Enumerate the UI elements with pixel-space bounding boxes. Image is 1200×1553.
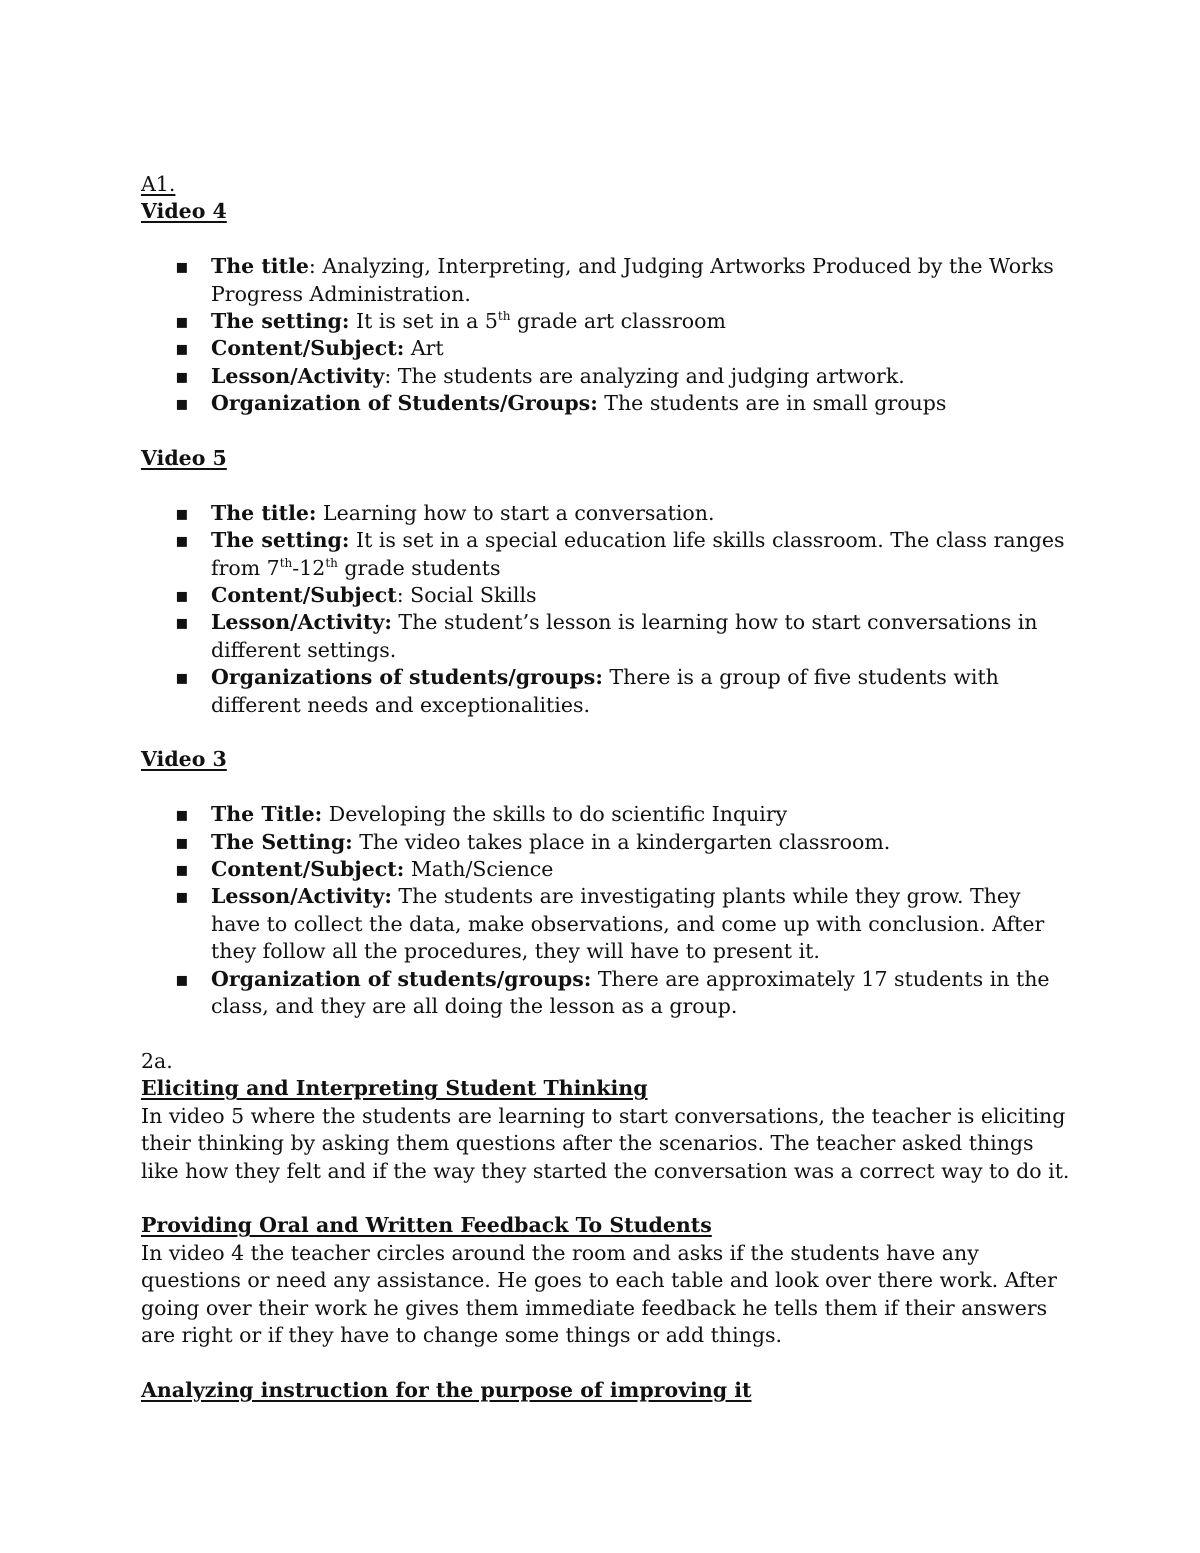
paragraph: In video 5 where the students are learning to start conversations, the teacher is eliciting their thinking by asking them questions after the scenarios. The teacher asked things like how they felt and if the way they started the conversation was a correct way to do it. xyxy=(141,1103,1070,1183)
list-item xyxy=(141,253,1071,308)
item-text: : Social Skills xyxy=(396,583,537,608)
video5-heading: Video 5 xyxy=(141,446,227,471)
item-text: There is a group of five students with different needs and exceptionalities. xyxy=(211,665,999,717)
item-label: Lesson/Activity: xyxy=(211,884,392,909)
item-text: The students are investigating plants while they grow. They have to collect the data, make observations, and come up with conclusion. After they follow all the procedures, they will have to present it. xyxy=(211,884,1045,964)
item-label: The title: xyxy=(211,500,317,525)
item-label: Lesson/Activity: xyxy=(211,610,392,635)
item-text: Developing the skills to do scientific Inquiry xyxy=(322,802,788,827)
section-label-a1: A1. xyxy=(141,172,176,196)
video4-heading: Video 4 xyxy=(141,199,227,224)
list-item xyxy=(141,527,1071,582)
list-item xyxy=(141,664,1071,719)
item-text: : The students are analyzing and judging artwork. xyxy=(384,363,905,388)
video5-list xyxy=(141,500,1071,719)
item-label: The Title: xyxy=(211,802,323,827)
spacer xyxy=(141,1349,1071,1376)
item-text: Learning how to start a conversation. xyxy=(316,500,715,525)
item-label: Content/Subject xyxy=(211,583,397,608)
section-heading: Providing Oral and Written Feedback To Students xyxy=(141,1213,712,1238)
video4-list xyxy=(141,253,1071,417)
video3-list xyxy=(141,801,1071,1020)
video3-heading: Video 3 xyxy=(141,747,227,772)
list-item xyxy=(141,390,1071,417)
spacer xyxy=(141,472,1071,499)
item-label: Organizations of students/groups: xyxy=(211,665,603,690)
spacer xyxy=(141,719,1071,746)
list-item xyxy=(141,335,1071,362)
item-label: The setting: xyxy=(211,309,350,334)
list-item xyxy=(141,582,1071,609)
item-text: It is set in a special education life skills classroom. The class ranges from 7 xyxy=(211,528,1065,580)
list-item xyxy=(141,500,1071,527)
item-label: The Setting: xyxy=(211,829,353,854)
item-text: grade students xyxy=(337,555,501,580)
item-text: grade art classroom xyxy=(510,309,726,334)
list-item xyxy=(141,856,1071,883)
item-label: The title xyxy=(211,254,309,279)
item-text: : Analyzing, Interpreting, and Judging Artworks Produced by the Works Progress Administration. xyxy=(211,254,1054,306)
item-text: The student’s lesson is learning how to start conversations in different settings. xyxy=(211,610,1038,662)
item-text: There are approximately 17 students in the class, and they are all doing the lesson as a group. xyxy=(211,966,1050,1019)
spacer xyxy=(141,774,1071,801)
superscript: th xyxy=(325,555,338,570)
list-item xyxy=(141,308,1071,335)
item-text: Art xyxy=(404,336,444,361)
paragraph: In video 4 the teacher circles around the room and asks if the students have any questions or need any assistance. He goes to each table and look over there work. After going over their work he gives them immediate feedback he tells them if their answers are right or if they have to change some things or add things. xyxy=(141,1240,1057,1347)
spacer xyxy=(141,418,1071,445)
item-label: Organization of Students/Groups: xyxy=(211,391,598,416)
item-label: Content/Subject: xyxy=(211,857,405,882)
item-label: The setting: xyxy=(211,528,350,553)
item-text: It is set in a 5 xyxy=(349,309,498,334)
list-item xyxy=(141,966,1071,1021)
item-text: Math/Science xyxy=(404,857,554,882)
item-text: -12 xyxy=(292,555,326,580)
list-item xyxy=(141,883,1071,965)
item-text: The students are in small groups xyxy=(597,391,947,416)
item-label: Lesson/Activity xyxy=(211,363,385,388)
document-page xyxy=(141,171,1071,1404)
spacer xyxy=(141,226,1071,253)
item-label: Organization of students/groups: xyxy=(211,966,592,991)
list-item xyxy=(141,801,1071,828)
list-item xyxy=(141,609,1071,664)
superscript: th xyxy=(497,309,511,324)
section-heading: Eliciting and Interpreting Student Thinking xyxy=(141,1076,648,1101)
spacer xyxy=(141,1185,1071,1212)
item-label: Content/Subject: xyxy=(211,336,405,361)
spacer xyxy=(141,1021,1071,1048)
list-item xyxy=(141,829,1071,856)
section-heading: Analyzing instruction for the purpose of improving it xyxy=(141,1377,752,1402)
superscript: th xyxy=(279,555,293,570)
section-label-2a: 2a. xyxy=(141,1048,173,1073)
item-text: The video takes place in a kindergarten classroom. xyxy=(352,829,891,854)
list-item xyxy=(141,363,1071,390)
